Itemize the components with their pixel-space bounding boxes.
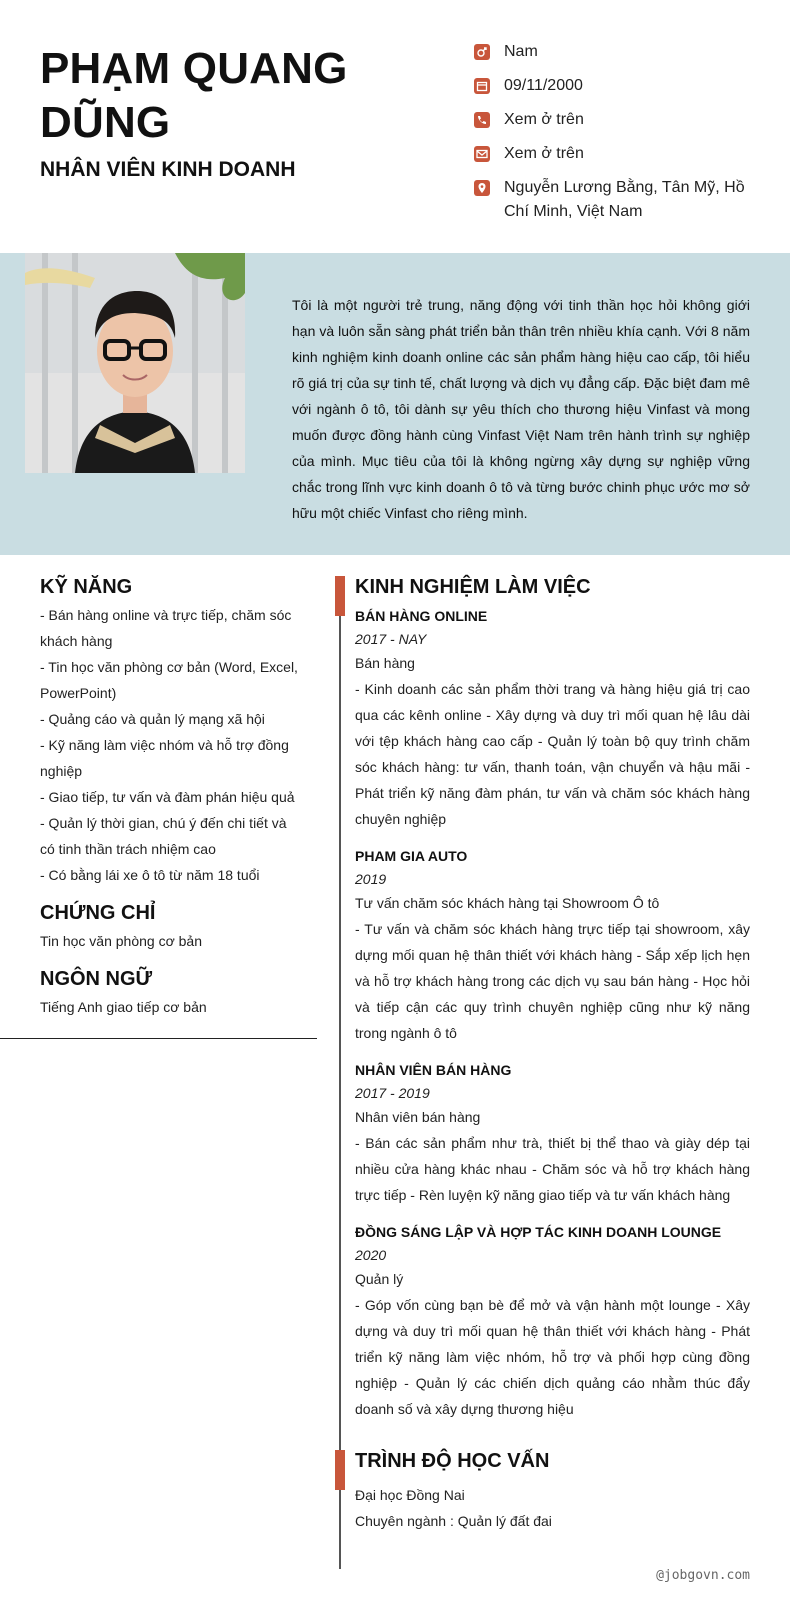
job-role: Quản lý [355,1271,404,1287]
job-description: - Kinh doanh các sản phẩm thời trang và hàng hiệu giá trị cao qua các kênh online - Xây dựng và duy trì mối quan hệ lâu dài với tệp khách hàng cao cấp - Quản lý toàn bộ quy trình chăm sóc khách hàng: tư vấn, thanh toán, vận chuyển và hậu mãi - Phát triển kỹ năng đàm phán, tư vấn và chăm sóc khách hàng chuyên nghiệp [355,681,750,827]
job-entry [355,844,750,1046]
contact-list [472,40,772,234]
timeline-line [339,576,341,1569]
job-date: 2017 - NAY [355,631,427,647]
birthday-text: 09/11/2000 [504,77,583,94]
education-major: Chuyên ngành : Quản lý đất đai [355,1513,552,1529]
job-company: NHÂN VIÊN BÁN HÀNG [355,1062,512,1078]
skill-item: - Có bằng lái xe ô tô từ năm 18 tuổi [40,867,260,883]
skill-item: - Giao tiếp, tư vấn và đàm phán hiệu quả [40,789,295,805]
job-entry [355,604,750,832]
address-text: Nguyễn Lương Bằng, Tân Mỹ, Hồ Chí Minh, Việt Nam [504,179,745,220]
phone-icon [474,112,490,128]
job-date: 2017 - 2019 [355,1085,430,1101]
profile-summary: Tôi là một người trẻ trung, năng động với tinh thần học hỏi không giới hạn và luôn sẵn sàng phát triển bản thân trên nhiều khía cạnh. Với 8 năm kinh nghiệm kinh doanh online các sản phẩm hàng hiệu cao cấp, tôi hiểu rõ giá trị của sự tinh tế, chất lượng và dịch vụ đẳng cấp. Đặc biệt đam mê với ngành ô tô, tôi dành sự yêu thích cho thương hiệu Vinfast và mong muốn được đồng hành cùng Vinfast Việt Nam trên hành trình sự nghiệp của mình. Mục tiêu của tôi là không ngừng xây dựng sự nghiệp vững chắc trong lĩnh vực kinh doanh ô tô và từng bước chinh phục ước mơ sở hữu một chiếc Vinfast cho riêng mình. [292,297,750,521]
job-company: PHAM GIA AUTO [355,848,468,864]
skill-item: - Quảng cáo và quản lý mạng xã hội [40,711,265,727]
summary-band [0,253,790,555]
job-company: ĐỒNG SÁNG LẬP VÀ HỢP TÁC KINH DOANH LOUNGE [355,1224,722,1240]
skills-title: KỸ NĂNG [40,576,133,598]
contact-phone [472,108,772,132]
right-column [355,572,750,1434]
candidate-name: PHẠM QUANG DŨNG [40,44,348,147]
education-section [355,1446,750,1534]
job-title: NHÂN VIÊN KINH DOANH [40,158,296,181]
education-title: TRÌNH ĐỘ HỌC VẤN [355,1450,550,1472]
skill-item: - Kỹ năng làm việc nhóm và hỗ trợ đồng nghiệp [40,737,289,779]
certificates-title: CHỨNG CHỈ [40,902,156,924]
job-entry [355,1058,750,1208]
job-entry [355,1220,750,1422]
phone-text: Xem ở trên [504,111,584,128]
job-date: 2020 [355,1247,387,1263]
job-description: - Tư vấn và chăm sóc khách hàng trực tiếp tại showroom, xây dựng mối quan hệ thân thiết với khách hàng - Sắp xếp lịch hẹn và hỗ trợ khách hàng trong các dịch vụ sau bán hàng - Học hỏi và tiếp cận các quy trình chuyên nghiệp cũng như kỹ năng trong ngành ô tô [355,921,750,1041]
contact-gender [472,40,772,64]
email-text: Xem ở trên [504,145,584,162]
job-date: 2019 [355,871,387,887]
language-item: Tiếng Anh giao tiếp cơ bản [40,999,207,1015]
left-divider [0,1038,317,1039]
email-icon [474,146,490,162]
experience-marker [335,576,345,616]
gender-text: Nam [504,43,538,60]
skill-item: - Quản lý thời gian, chú ý đến chi tiết và có tinh thần trách nhiệm cao [40,815,287,857]
job-description: - Góp vốn cùng bạn bè để mở và vận hành một lounge - Xây dựng và duy trì mối quan hệ thân thiết với khách hàng - Phát triển kỹ năng làm việc nhóm, hỗ trợ và phối hợp cùng đồng nghiệp - Quản lý các chiến dịch quảng cáo nhằm thúc đẩy doanh số và xây dựng thương hiệu [355,1297,750,1417]
profile-photo [25,253,245,473]
left-column [40,572,302,1030]
contact-birthday [472,74,772,98]
certificates-section [40,898,302,954]
cv-header [0,0,790,253]
skill-item: - Tin học văn phòng cơ bản (Word, Excel, PowerPoint) [40,659,298,701]
job-role: Tư vấn chăm sóc khách hàng tại Showroom Ô tô [355,895,660,911]
skills-section [40,572,302,888]
job-company: BÁN HÀNG ONLINE [355,608,488,624]
job-description: - Bán các sản phẩm như trà, thiết bị thể thao và giày dép tại nhiều cửa hàng khác nhau - Chăm sóc và hỗ trợ khách hàng trực tiếp - Rèn luyện kỹ năng giao tiếp và tư vấn khách hàng [355,1135,750,1203]
education-school: Đại học Đồng Nai [355,1487,465,1503]
languages-title: NGÔN NGỮ [40,968,153,990]
certificate-item: Tin học văn phòng cơ bản [40,933,202,949]
skill-item: - Bán hàng online và trực tiếp, chăm sóc khách hàng [40,607,292,649]
job-role: Nhân viên bán hàng [355,1109,481,1125]
gender-icon [474,44,490,60]
job-role: Bán hàng [355,655,415,671]
education-marker [335,1450,345,1490]
languages-section [40,964,302,1020]
location-icon [474,180,490,196]
calendar-icon [474,78,490,94]
experience-title: KINH NGHIỆM LÀM VIỆC [355,576,591,598]
footer-watermark: @jobgovn.com [656,1568,750,1583]
contact-address [472,176,772,224]
contact-email [472,142,772,166]
